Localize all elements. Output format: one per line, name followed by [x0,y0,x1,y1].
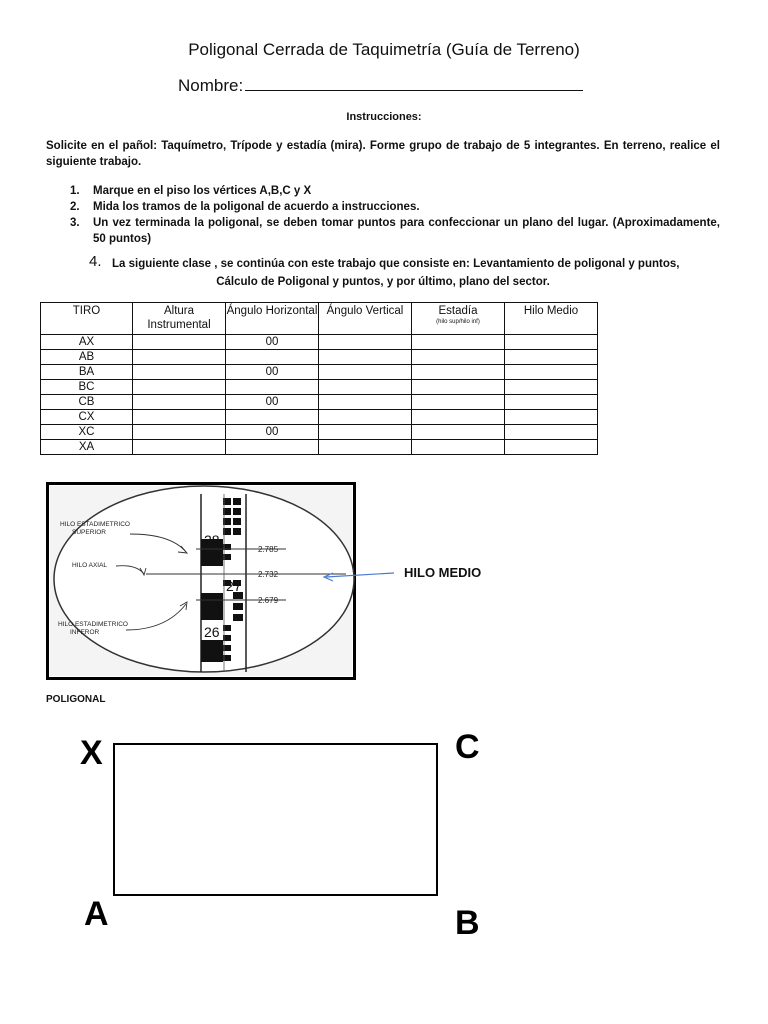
vertex-a-label: A [84,895,109,933]
tiro-cell: AX [41,335,133,350]
label-superior-line2: SUPERIOR [72,529,106,536]
tiro-cell: BA [41,365,133,380]
step-text: Mida los tramos de la poligonal de acuerdo a instrucciones. [93,201,420,213]
label-inferior-line2: INFEROR [70,629,100,636]
instructions-intro: Solicite en el pañol: Taquímetro, Trípode y estadía (mira). Forme grupo de trabajo de 5 integrantes. En terreno, realice el siguiente trabajo. [46,140,720,168]
rod-number-27: 27 [226,578,242,594]
table-cell: 00 [226,395,319,410]
header-angulo-horizontal: Ángulo Horizontal [226,303,319,335]
step-number: 2. [70,201,80,213]
vertex-b-label: B [455,904,480,942]
vertex-x-label: X [80,734,103,772]
reading-bottom: 2.679 [258,596,279,605]
hilo-medio-callout: HILO MEDIO [404,565,482,580]
step-4-line-2: Cálculo de Poligonal y puntos, y por último, plano del sector. [216,276,550,288]
step-text: Marque en el piso los vértices A,B,C y X [93,185,312,197]
tiro-cell: XA [41,440,133,455]
nombre-label: Nombre: [178,76,244,95]
step-number: 3. [70,217,80,229]
rod-number-28: 28 [204,532,220,548]
polygon-rectangle [114,744,437,895]
label-axial: HILO AXIAL [72,562,108,569]
header-tiro: TIRO [41,303,133,335]
header-altura-instrumental: Altura Instrumental [133,303,226,335]
label-superior-line1: HILO ESTADIMETRICO [60,521,130,528]
tiro-cell: BC [41,380,133,395]
step-number: 4. [89,253,102,270]
header-estadia-label: Estadía [438,305,478,317]
hilo-medio-arrow [326,573,394,577]
table-cell: 00 [226,365,319,380]
page-title: Poligonal Cerrada de Taquimetría (Guía de Terreno) [188,40,580,59]
vertex-c-label: C [455,728,480,766]
reading-mid: 2.732 [258,570,279,579]
step-number: 1. [70,185,80,197]
rod-number-26: 26 [204,624,220,640]
reading-top: 2.785 [258,545,279,554]
instructions-heading: Instrucciones: [346,111,422,123]
header-hilo-medio: Hilo Medio [505,303,598,335]
tiro-cell: CB [41,395,133,410]
tiro-cell: XC [41,425,133,440]
step-text: Un vez terminada la poligonal, se deben tomar puntos para confeccionar un plano del lugar. (Aproximadamente, 50 puntos) [93,217,720,245]
header-estadia-sub: (hilo sup/hilo inf) [436,319,480,325]
table-cell: 00 [226,335,319,350]
poligonal-section-label: POLIGONAL [46,694,106,705]
step-4-line-1: La siguiente clase , se continúa con este trabajo que consiste en: Levantamiento de poligonal y puntos, [112,258,680,270]
table-cell: 00 [226,425,319,440]
tiro-cell: AB [41,350,133,365]
label-inferior-line1: HILO ESTADIMETRICO [58,621,128,628]
header-angulo-vertical: Ángulo Vertical [319,303,412,335]
tiro-cell: CX [41,410,133,425]
